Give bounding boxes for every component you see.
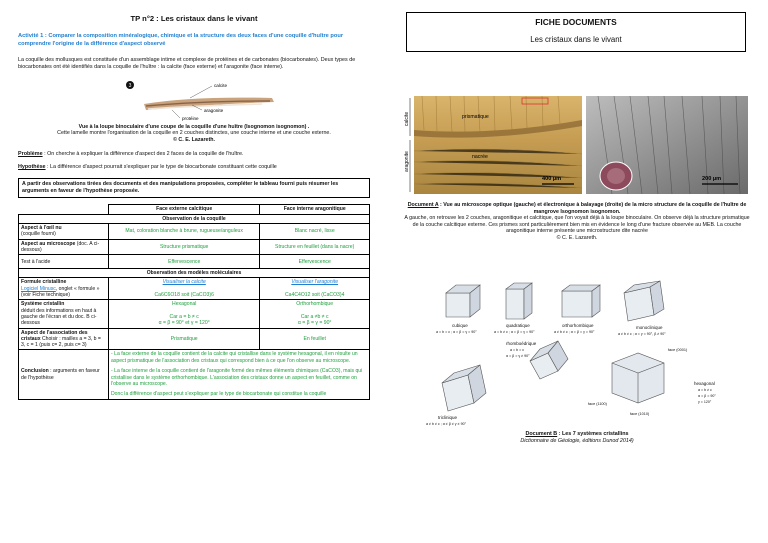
caption-title: Vue à la loupe binoculaire d'une coupe de la coquille d'une huître (Isognomon isognomon) .	[78, 123, 310, 130]
cell-oeil-interne: Blanc nacré, lisse	[260, 224, 370, 240]
crystal-rhombo-param1: a = b = c	[510, 348, 524, 352]
crystal-systems-figure	[402, 279, 752, 431]
intro-paragraph: La coquille des mollusques est constituée d'un assemblage intime et complexe de protéines et de carbonates (biocarbonates). Deux types de biocarbonates ont été identifiés dans la coquille de l'huître : la calcite (face externe) et l'aragonite (face interne).	[18, 57, 356, 71]
crystal-mono-param: a ≠ b ≠ c ; α = γ = 90°, β ≠ 90°	[618, 332, 666, 336]
doc-a-lead: : Vue au microscope optique (gauche) et électronique à balayage (droite) de la micro structure de la coquille de l'huître de mangrove Isognomon isognomon.	[438, 202, 747, 215]
comparison-table	[18, 204, 370, 399]
photo-label-calcite: calcite	[404, 111, 410, 126]
empty-header-cell	[19, 205, 109, 214]
table-row	[19, 239, 370, 255]
crystal-cubique-param: a = b = c ; α = β = γ = 90°	[436, 330, 477, 334]
cell-acide-externe: Effervescence	[109, 255, 260, 269]
visualiser-calcite-link[interactable]: Visualiser la calcite	[162, 279, 206, 286]
right-page	[384, 0, 768, 543]
caption-text: Cette lamelle montre l'organisation de la coquille en 2 couches distinctes, une couche interne et une couche externe.	[57, 130, 331, 137]
row-label: Aspect de l'association des cristaux Choisir : mailles a = 3, b = 3, c = 1 (puis c= 2, puis c= 3)	[19, 328, 109, 350]
section-observation: Observation de la coquille	[19, 214, 370, 223]
doc-b-source: Dictionnaire de Géologie, éditions Dunod 2014)	[520, 438, 634, 444]
doc-a-credit: © C. E. Lazareth.	[556, 234, 598, 241]
probleme	[18, 151, 370, 158]
row-label: Conclusion : arguments en faveur de l'hypothèse	[19, 350, 109, 399]
photo-label-nacree: nacrée	[472, 154, 488, 160]
microscope-image	[402, 96, 752, 196]
label-proteine: protéine	[182, 115, 199, 121]
cell-acide-interne: Effervescence	[260, 255, 370, 269]
cell-assoc-interne: En feuillet	[260, 328, 370, 350]
shell-section-image	[122, 78, 292, 122]
hypothese	[18, 164, 370, 171]
hexa-face-1100: face (1100)	[588, 402, 607, 406]
shell-section-figure	[122, 78, 292, 122]
microscope-photos	[402, 96, 752, 196]
doc-b-text: : Les 7 systèmes cristallins	[557, 431, 629, 437]
crystal-cubique: cubique	[452, 323, 468, 328]
doc-a-text: A gauche, on retrouve les 2 couches, aragonitique et calcitique, que l'on voyait déjà à la loupe binoculaire. On observe déjà la structure prismatique de la couche calcitique externe. Ces prismes sont particulièrement bien mis en évidence le long d'une fracture observée au MEB. La couche aragonitique interne présente une microstructure dite nacrée	[404, 215, 750, 234]
crystal-ortho-param: a ≠ b ≠ c ; α = β = γ = 90°	[554, 330, 595, 334]
hypothese-label: Hypothèse	[18, 164, 46, 170]
cell-micro-externe: Structure prismatique	[109, 239, 260, 255]
table-row	[19, 224, 370, 240]
row-label: Système cristallin déduit des informations en haut à gauche de l'écran et du doc. B ci-dessous	[19, 300, 109, 328]
figure-number: 3	[128, 82, 132, 89]
minusc-link[interactable]: Logiciel Minusc	[21, 285, 56, 292]
cell-oeil-externe: Mat, coloration blanche à brune, rugueuse/anguleux	[109, 224, 260, 240]
figure-caption	[18, 124, 370, 144]
crystal-quadratique-param: a = b ≠ c ; α = β = γ = 90°	[494, 330, 535, 334]
header-interne: Face interne aragonitique	[260, 205, 370, 214]
crystal-mono: monoclinique	[636, 325, 663, 330]
conclusion-cell: - La face externe de la coquille contient de la calcite qui cristallise dans le système hexagonal, il en résulte un aspect prismatique de l'association des cristaux qui correspond bien à ce que l'on observe au microscope. - La face interne de la coquille contient de l'aragonite formé des mêmes éléments chimiques (CaCO3), mais qui cristallise dans le système orthorhombique. L'association des cristaux donne un aspect en feuillet, comme on l'observe au microscope. Donc la différence d'aspect peut s'expliquer par le type de biocarbonate qui constitue la coquille	[109, 350, 370, 399]
table-row	[19, 328, 370, 350]
crystal-hexa-param1: a = b ≠ c	[698, 388, 712, 392]
cell-formule-interne: Visualiser l'aragonite Ca4C4O12 soit (CaCO3)4	[260, 278, 370, 300]
crystal-rhombo: rhomboédrique	[506, 341, 537, 346]
hexa-face-1010: face (1010)	[630, 412, 650, 416]
tp-title: TP n°2 : Les cristaux dans le vivant	[130, 14, 258, 23]
cell-formule-externe: Visualiser la calcite Ca6C6O18 soit (CaCO3)6	[109, 278, 260, 300]
document-b-caption	[402, 431, 752, 445]
section-molecular: Observation des modèles moléculaires	[19, 269, 370, 278]
caption-credit: © C. E. Lazareth.	[173, 137, 215, 143]
crystal-rhombo-param2: α = β = γ ≠ 90°	[506, 354, 530, 358]
header-externe: Face externe calcitique	[109, 205, 260, 214]
table-row	[19, 278, 370, 300]
crystal-systems-image	[402, 279, 752, 431]
hexa-face-0001: face (0001)	[668, 348, 688, 352]
hypothese-text: : La différence d'aspect pourrait s'expliquer par le type de biocarbonate constituant cette coquille	[45, 164, 277, 170]
cell-systeme-interne: Orthorhombique Car a ≠b ≠ c α = β = γ = 90°	[260, 300, 370, 328]
crystal-hexa-param2: α = β = 90°	[698, 394, 716, 398]
doc-a-label: Document A	[407, 202, 439, 208]
row-label: Test à l'acide	[19, 255, 109, 269]
crystal-tri-param: a ≠ b ≠ c ; α ≠ β ≠ γ ≠ 90°	[426, 422, 467, 426]
crystal-hexa-param3: γ = 120°	[698, 400, 712, 404]
scale-bar-left: 400 µm	[542, 176, 562, 182]
scale-bar-right: 200 µm	[702, 176, 722, 182]
label-aragonite: aragonite	[204, 107, 224, 113]
table-row	[19, 255, 370, 269]
probleme-label: Problème	[18, 150, 43, 157]
crystal-tri: triclinique	[438, 415, 458, 420]
cell-micro-interne: Structure en feuillet (dans la nacre)	[260, 239, 370, 255]
table-row	[19, 350, 370, 399]
table-row	[19, 300, 370, 328]
doc-b-label: Document B	[525, 431, 558, 437]
crystal-quadratique: quadratique	[506, 323, 530, 328]
row-label: Aspect au microscope (doc. A ci-dessous)	[19, 239, 109, 255]
document-a-caption	[402, 202, 752, 241]
photo-label-prismatique: prismatique	[462, 114, 489, 120]
label-calcite: calcite	[214, 82, 228, 88]
visualiser-aragonite-link[interactable]: Visualiser l'aragonite	[291, 279, 339, 286]
crystal-hexa: hexagonal	[694, 381, 715, 386]
fiche-header	[406, 12, 746, 52]
crystal-ortho: orthorhombique	[562, 323, 594, 328]
fiche-subtitle: Les cristaux dans le vivant	[530, 35, 622, 44]
activity-heading: Activité 1 : Comparer la composition minéralogique, chimique et la structure des deux faces d'une coquille d'huître pour comprendre l'origine de la différence d'aspect observé	[18, 33, 344, 47]
probleme-text: : On cherche à expliquer la différence d'aspect des 2 faces de la coquille de l'huître.	[42, 150, 244, 157]
cell-systeme-externe: Hexagonal Car a = b ≠ c α = β = 90° et γ = 120°	[109, 300, 260, 328]
cell-assoc-externe: Prismatique	[109, 328, 260, 350]
row-label: Formule cristalline Logiciel Minusc, onglet « formule » (voir Fiche technique)	[19, 278, 109, 300]
instruction-box: A partir des observations tirées des documents et des manipulations proposées, compléter le tableau fourni puis résumer les arguments en faveur de l'hypothèse proposée.	[18, 178, 370, 198]
fiche-title: FICHE DOCUMENTS	[535, 17, 617, 27]
photo-label-aragonite: aragonite	[404, 151, 410, 172]
table-header-row	[19, 205, 370, 214]
row-label: Aspect à l'œil nu (coquille fourni)	[19, 224, 109, 240]
